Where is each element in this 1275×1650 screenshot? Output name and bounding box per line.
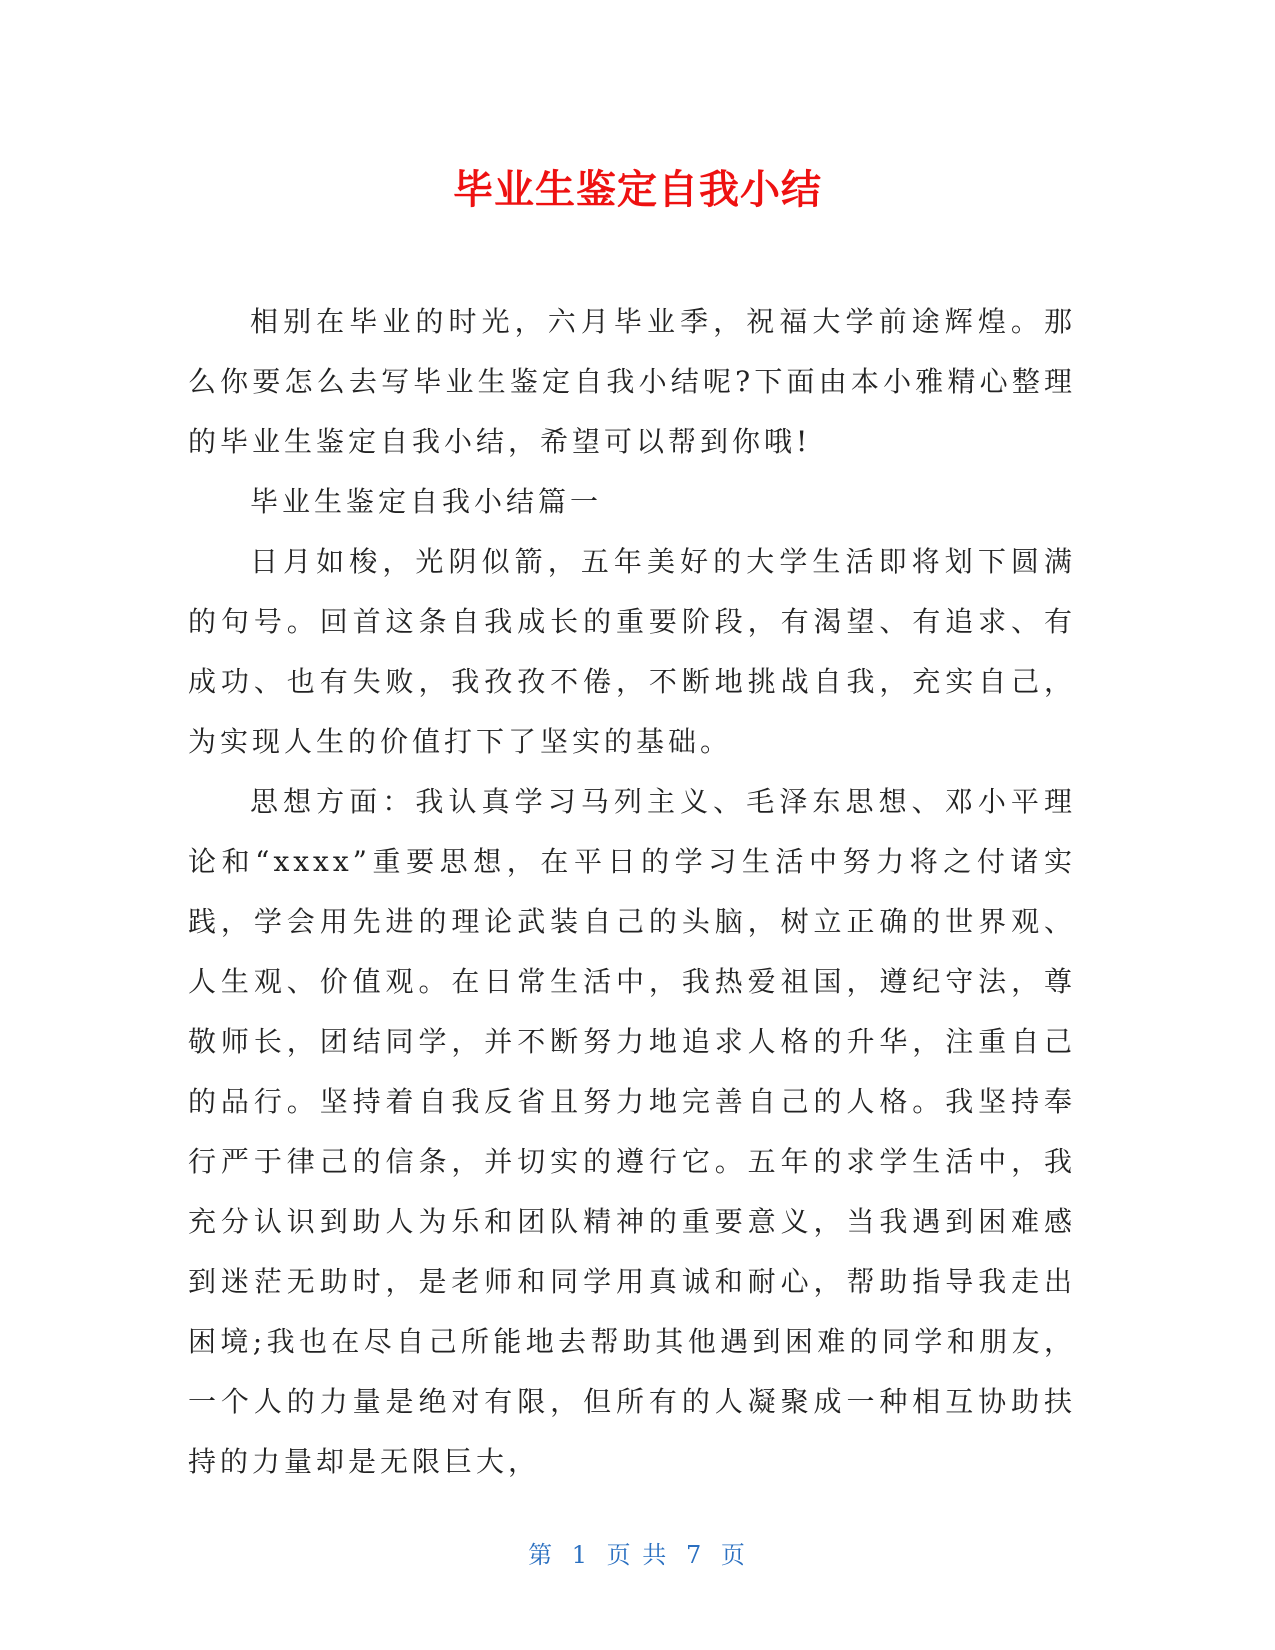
footer-suffix: 页 <box>720 1541 747 1569</box>
page-footer <box>0 1535 1275 1570</box>
section-heading: 毕业生鉴定自我小结篇一 <box>250 485 603 518</box>
footer-middle: 页 共 <box>606 1541 669 1569</box>
paragraph-intro: 相别在毕业的时光，六月毕业季，祝福大学前途辉煌。那么你要怎么去写毕业生鉴定自我小结呢?下面由本小雅精心整理的毕业生鉴定自我小结，希望可以帮到你哦! <box>188 305 1076 458</box>
paragraph-opening: 日月如梭，光阴似箭，五年美好的大学生活即将划下圆满的句号。回首这条自我成长的重要阶段，有渴望、有追求、有成功、也有失败，我孜孜不倦，不断地挑战自我，充实自己，为实现人生的价值打下了坚实的基础。 <box>188 545 1076 758</box>
footer-prefix: 第 <box>528 1541 555 1569</box>
document-title: 毕业生鉴定自我小结 <box>453 167 822 213</box>
page-number: 1 <box>571 1541 590 1569</box>
page-total: 7 <box>685 1541 704 1569</box>
paragraph-ideology: 思想方面：我认真学习马列主义、毛泽东思想、邓小平理论和“xxxx”重要思想，在平日的学习生活中努力将之付诸实践，学会用先进的理论武装自己的头脑，树立正确的世界观、人生观、价值观。在日常生活中，我热爱祖国，遵纪守法，尊敬师长，团结同学，并不断努力地追求人格的升华，注重自己的品行。坚持着自我反省且努力地完善自己的人格。我坚持奉行严于律己的信条，并切实的遵行它。五年的求学生活中，我充分认识到助人为乐和团队精神的重要意义，当我遇到困难感到迷茫无助时，是老师和同学用真诚和耐心，帮助指导我走出困境;我也在尽自己所能地去帮助其他遇到困难的同学和朋友，一个人的力量是绝对有限，但所有的人凝聚成一种相互协助扶持的力量却是无限巨大， <box>188 785 1076 1478</box>
document-body <box>188 292 1076 1492</box>
